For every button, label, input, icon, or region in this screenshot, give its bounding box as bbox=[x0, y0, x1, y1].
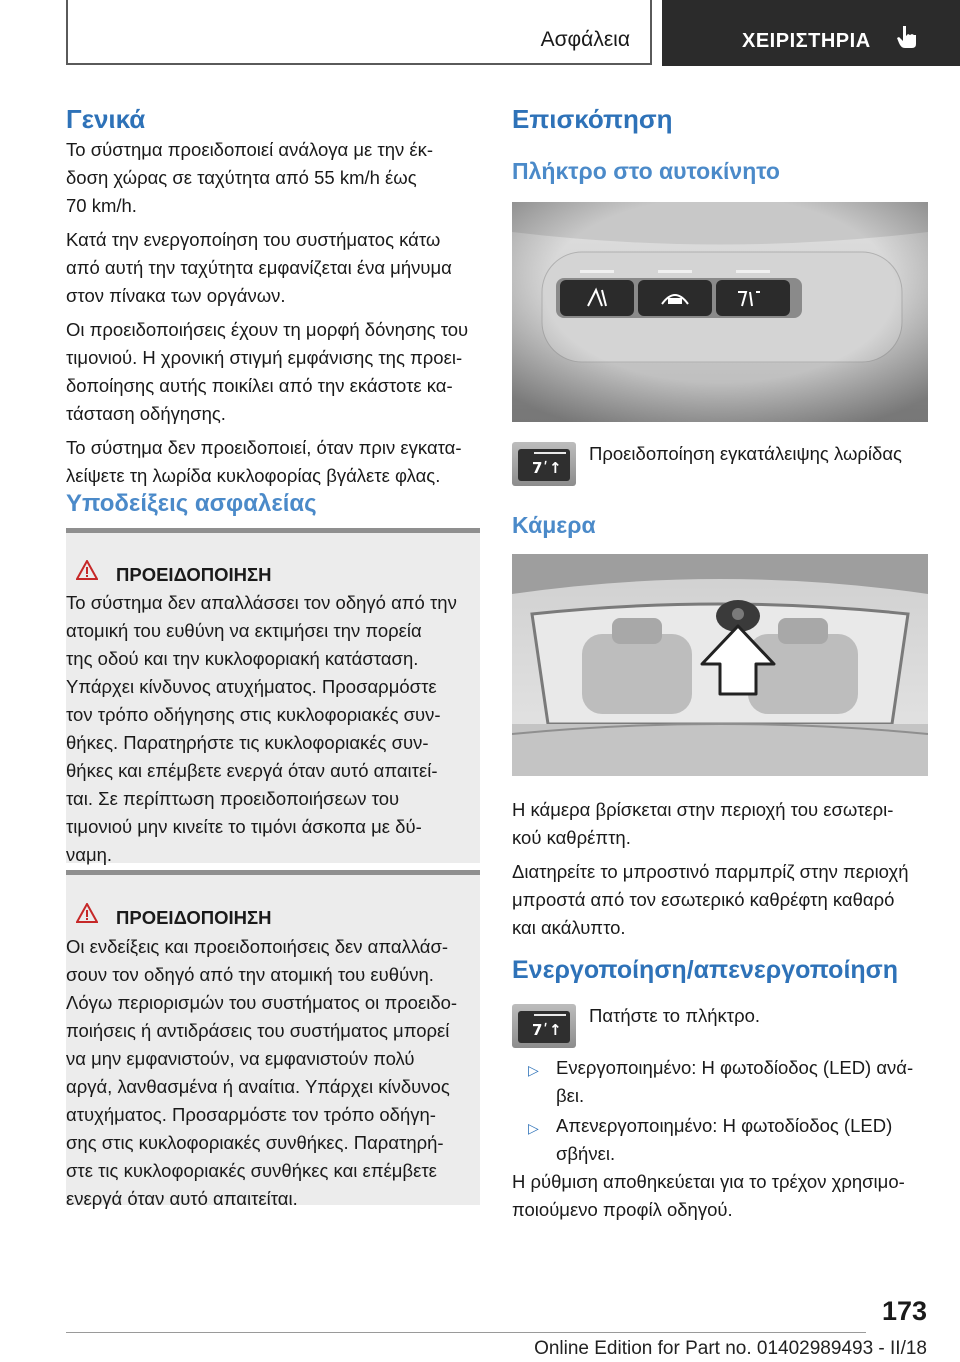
general-para-3-line-3: δοποίησης αυτής ποικίλει από την εκάστοτε κα- bbox=[66, 375, 453, 396]
rear-window-camera-illustration bbox=[512, 554, 928, 776]
safety-heading: Υποδείξεις ασφαλείας bbox=[66, 490, 317, 517]
warning-2-line: ατυχήματος. Προσαρμόστε τον τρόπο οδήγη- bbox=[66, 1104, 436, 1125]
onoff-heading: Ενεργοποίηση/απενεργοποίηση bbox=[512, 956, 899, 984]
warning-1-line: τον τρόπο οδήγησης στις κυκλοφοριακές συν- bbox=[66, 704, 441, 725]
lane-warning-button-icon bbox=[512, 1004, 576, 1048]
warning-2-line: στε τις κυκλοφοριακές συνθήκες και επέμβετε bbox=[66, 1160, 437, 1181]
button-panel-photo bbox=[512, 202, 928, 422]
general-para-1-line-3: 70 km/h. bbox=[66, 195, 137, 216]
warning-2-line: σουν τον οδηγό από την ατομική του ευθύνη. bbox=[66, 964, 434, 985]
warning-1-line: θήκες και επέμβετε ενεργά όταν αυτό απαιτεί- bbox=[66, 760, 438, 781]
header-chapter-label: ΧΕΙΡΙΣΤΗΡΙΑ bbox=[742, 30, 871, 52]
triangle-bullet-icon: ▷ bbox=[528, 1120, 539, 1136]
overview-heading: Επισκόπηση bbox=[512, 104, 673, 134]
final-para-line-2: ποιούμενο προφίλ οδηγού. bbox=[512, 1199, 733, 1220]
warning-2-line: σης στις κυκλοφοριακές συνθήκες. Παρατηρή- bbox=[66, 1132, 444, 1153]
general-heading: Γενικά bbox=[66, 104, 146, 134]
camera-para-1-line-1: Η κάμερα βρίσκεται στην περιοχή του εσωτερι- bbox=[512, 799, 894, 820]
warning-2-line: Οι ενδείξεις και προειδοποιήσεις δεν απαλλάσ- bbox=[66, 936, 449, 957]
lane-warning-symbol: 7ʹ↑ bbox=[532, 459, 563, 477]
general-para-3-line-4: τάσταση οδήγησης. bbox=[66, 403, 226, 424]
general-para-2-line-1: Κατά την ενεργοποίηση του συστήματος κάτω bbox=[66, 229, 441, 250]
warning-triangle-icon bbox=[76, 560, 98, 580]
warning-1-line: ται. Σε περίπτωση προειδοποιήσεων του bbox=[66, 788, 400, 809]
bullet-1-line-2: βει. bbox=[556, 1085, 585, 1106]
header-chapter-tab bbox=[662, 0, 960, 66]
camera-photo bbox=[512, 554, 928, 776]
warning-triangle-icon bbox=[76, 903, 98, 923]
camera-para-2-line-1: Διατηρείτε το μπροστινό παρμπρίζ στην περιοχή bbox=[512, 861, 909, 882]
general-para-4-line-2: λείψετε τη λωρίδα κυκλοφορίας βγάλετε φλας. bbox=[66, 465, 441, 486]
footer-edition: Online Edition for Part no. 01402989493 - II/18 bbox=[534, 1338, 927, 1359]
general-para-2-line-3: στον πίνακα των οργάνων. bbox=[66, 285, 286, 306]
bullet-1-line-1: Ενεργοποιημένο: Η φωτοδίοδος (LED) ανά- bbox=[556, 1057, 914, 1078]
warning-2-line: ενεργά όταν αυτό απαιτείται. bbox=[66, 1188, 298, 1209]
warning-1-title: ΠΡΟΕΙΔΟΠΟΙΗΣΗ bbox=[116, 564, 272, 585]
general-para-4-line-1: Το σύστημα δεν προειδοποιεί, όταν πριν εγκατα- bbox=[66, 437, 462, 458]
general-para-3-line-1: Οι προειδοποιήσεις έχουν τη μορφή δόνησης του bbox=[66, 319, 469, 340]
page-number: 173 bbox=[881, 1296, 927, 1326]
general-para-3-line-2: τιμονιού. Η χρονική στιγμή εμφάνισης της προει- bbox=[66, 347, 463, 368]
warning-box-1 bbox=[66, 528, 480, 863]
general-para-1-line-2: δοση χώρας σε ταχύτητα από 55 km/h έως bbox=[66, 167, 417, 188]
triangle-bullet-icon: ▷ bbox=[528, 1062, 539, 1078]
lane-warning-button-icon bbox=[512, 442, 576, 486]
warning-2-line: Λόγω περιορισμών του συστήματος οι προειδο- bbox=[66, 992, 458, 1013]
overhead-console-illustration bbox=[512, 202, 928, 422]
camera-para-2-line-3: και ακάλυπτο. bbox=[512, 917, 626, 938]
warning-1-line: της οδού και την κυκλοφοριακή κατάσταση. bbox=[66, 648, 419, 669]
general-para-1-line-1: Το σύστημα προειδοποιεί ανάλογα με την έκ- bbox=[66, 139, 434, 160]
warning-2-body bbox=[66, 933, 457, 1213]
warning-1-line: ναμη. bbox=[66, 844, 113, 865]
button-heading: Πλήκτρο στο αυτοκίνητο bbox=[512, 158, 780, 184]
camera-heading: Κάμερα bbox=[512, 512, 596, 538]
bullet-2-line-2: σβήνει. bbox=[556, 1143, 616, 1164]
bullet-2-line-1: Απενεργοποιημένο: Η φωτοδίοδος (LED) bbox=[556, 1115, 893, 1136]
warning-1-body bbox=[66, 589, 457, 869]
warning-1-line: τιμονιού μην κινείτε το τιμόνι άσκοπα με δύ- bbox=[66, 816, 422, 837]
warning-2-line: ποιήσεις ή αντιδράσεις του συστήματος μπορεί bbox=[66, 1020, 450, 1041]
warning-1-line: Υπάρχει κίνδυνος ατυχήματος. Προσαρμόστε bbox=[66, 676, 437, 697]
final-para-line-1: Η ρύθμιση αποθηκεύεται για το τρέχον χρησιμο- bbox=[512, 1171, 905, 1192]
warning-1-line: θήκες. Παρατηρήστε τις κυκλοφοριακές συν- bbox=[66, 732, 429, 753]
hand-pointer-icon bbox=[894, 24, 920, 50]
camera-para-2-line-2: μπροστά από τον εσωτερικό καθρέφτη καθαρό bbox=[512, 889, 895, 910]
header-section-label: Ασφάλεια bbox=[540, 28, 630, 51]
warning-2-line: να μην εμφανιστούν, να εμφανιστούν πολύ bbox=[66, 1048, 415, 1069]
warning-1-line: ατομική του ευθύνη να εκτιμήσει την πορεία bbox=[66, 620, 422, 641]
warning-2-title: ΠΡΟΕΙΔΟΠΟΙΗΣΗ bbox=[116, 907, 272, 928]
footer-divider bbox=[66, 1332, 866, 1333]
general-para-2-line-2: από αυτή την ταχύτητα εμφανίζεται ένα μήνυμα bbox=[66, 257, 452, 278]
warning-2-line: αργά, λανθασμένα ή αναίτια. Υπάρχει κίνδυνος bbox=[66, 1076, 450, 1097]
press-button-instruction: Πατήστε το πλήκτρο. bbox=[589, 1005, 761, 1026]
camera-para-1-line-2: κού καθρέπτη. bbox=[512, 827, 631, 848]
button-caption: Προειδοποίηση εγκατάλειψης λωρίδας bbox=[589, 443, 902, 464]
warning-box-2 bbox=[66, 870, 480, 1209]
lane-warning-symbol: 7ʹ↑ bbox=[532, 1021, 563, 1039]
warning-1-line: Το σύστημα δεν απαλλάσσει τον οδηγό από την bbox=[66, 592, 457, 613]
